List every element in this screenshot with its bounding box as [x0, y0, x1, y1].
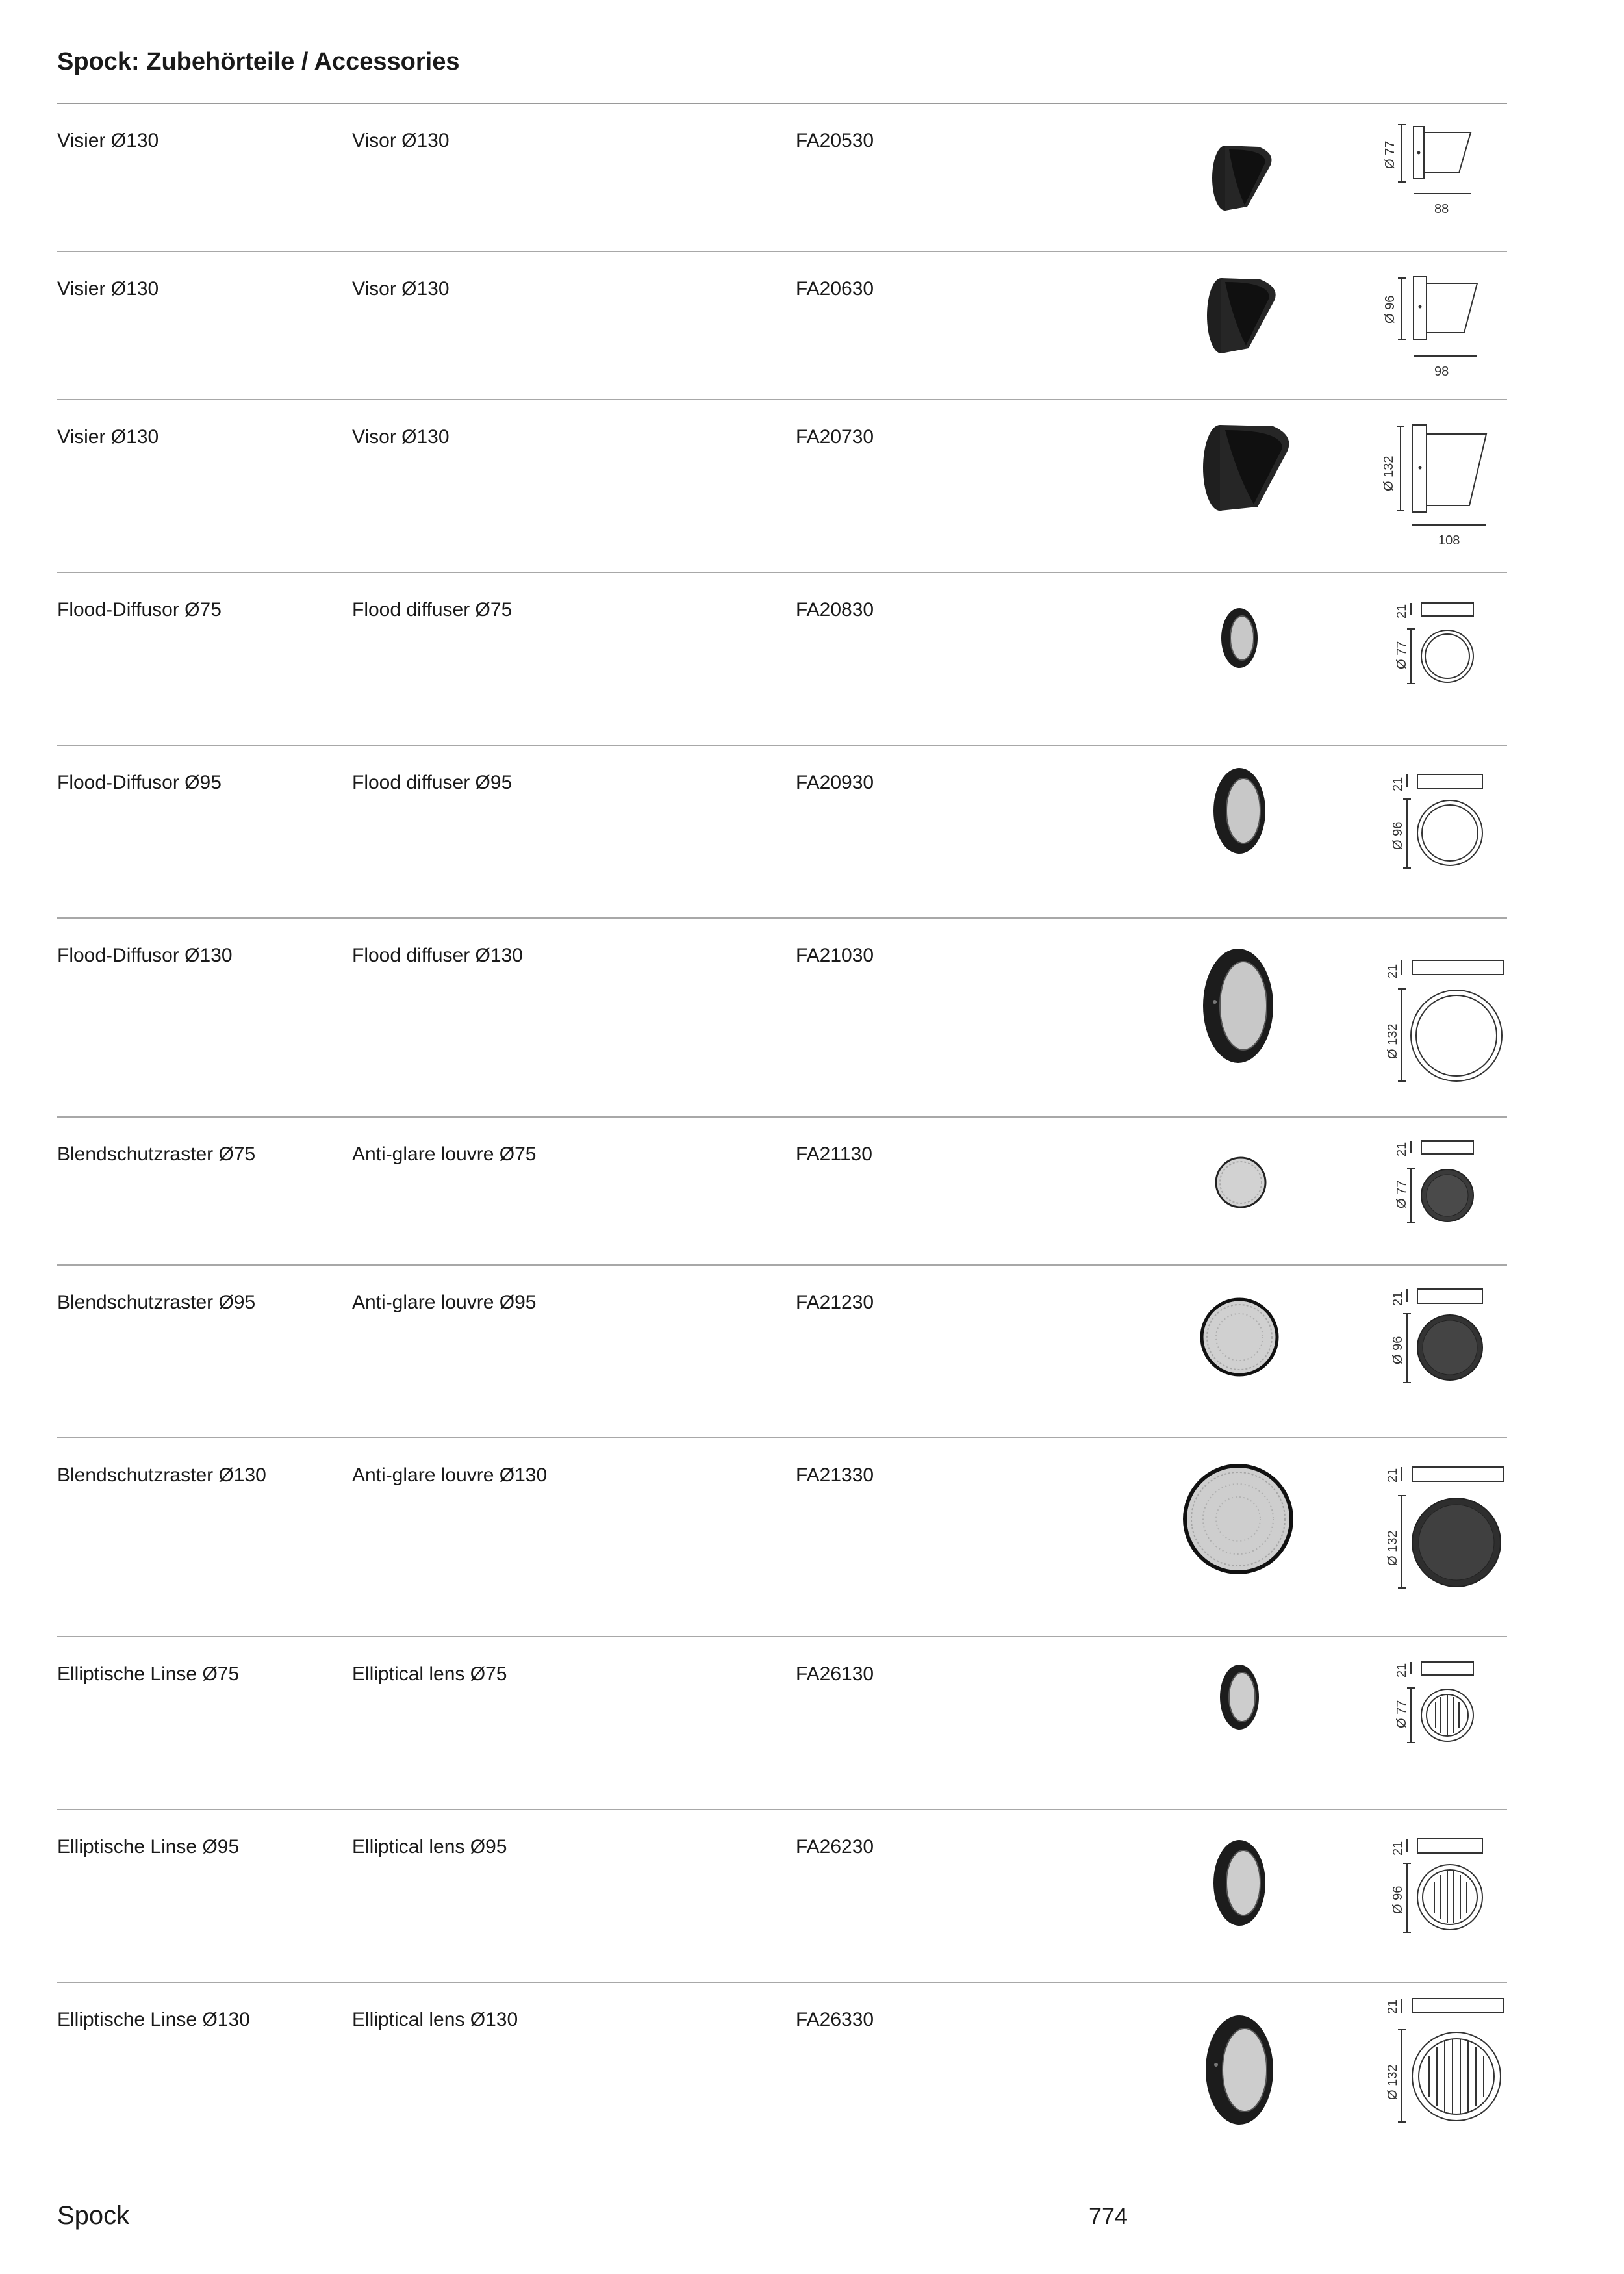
article-code: FA20630 — [796, 278, 874, 300]
length-label: 108 — [1438, 533, 1460, 548]
article-code: FA21230 — [796, 1292, 874, 1313]
diffuser-photo — [1161, 599, 1317, 677]
table-row — [57, 1983, 1507, 2171]
lens-photo — [1161, 1655, 1317, 1740]
diameter-label: Ø 132 — [1386, 1023, 1400, 1059]
height-label: 21 — [1391, 776, 1405, 791]
table-row — [57, 1438, 1507, 1637]
name-de: Visier Ø130 — [57, 130, 159, 151]
name-en: Visor Ø130 — [352, 278, 450, 300]
name-en: Elliptical lens Ø95 — [352, 1836, 507, 1858]
diameter-label: Ø 132 — [1386, 1530, 1400, 1566]
diameter-label: Ø 96 — [1383, 295, 1397, 324]
visor-drawing — [1350, 265, 1506, 389]
diffuser-drawing — [1350, 932, 1506, 1107]
lens-photo — [1161, 2013, 1317, 2130]
name-de: Flood-Diffusor Ø130 — [57, 945, 233, 966]
table-row — [57, 573, 1507, 746]
article-code: FA20530 — [796, 130, 874, 151]
article-code: FA20730 — [796, 426, 874, 448]
table-row — [57, 400, 1507, 573]
page-number: 774 — [1089, 2203, 1128, 2229]
name-en: Flood diffuser Ø130 — [352, 945, 523, 966]
visor-photo — [1161, 265, 1317, 363]
name-en: Anti-glare louvre Ø95 — [352, 1292, 537, 1313]
height-label: 21 — [1395, 1142, 1409, 1156]
name-en: Anti-glare louvre Ø130 — [352, 1464, 548, 1486]
lens-photo — [1161, 1836, 1317, 1934]
table-row — [57, 1810, 1507, 1983]
visor-photo — [1161, 123, 1317, 221]
louvre-drawing — [1350, 1273, 1506, 1423]
diffuser-drawing — [1350, 759, 1506, 908]
louvre-photo — [1161, 1285, 1317, 1389]
diameter-label: Ø 77 — [1395, 1700, 1409, 1728]
diffuser-drawing — [1350, 586, 1506, 735]
article-code: FA26330 — [796, 2009, 874, 2030]
name-en: Elliptical lens Ø130 — [352, 2009, 518, 2030]
length-label: 98 — [1434, 364, 1449, 379]
name-de: Elliptische Linse Ø95 — [57, 1836, 240, 1858]
louvre-photo — [1161, 1137, 1317, 1228]
visor-drawing — [1350, 117, 1506, 240]
name-de: Blendschutzraster Ø95 — [57, 1292, 256, 1313]
name-en: Flood diffuser Ø75 — [352, 599, 513, 620]
diffuser-photo — [1161, 764, 1317, 862]
name-de: Visier Ø130 — [57, 278, 159, 300]
name-de: Blendschutzraster Ø75 — [57, 1143, 256, 1165]
article-code: FA26130 — [796, 1663, 874, 1685]
length-label: 88 — [1434, 202, 1449, 216]
height-label: 21 — [1386, 964, 1400, 978]
table-row — [57, 919, 1507, 1118]
height-label: 21 — [1395, 1663, 1409, 1678]
name-de: Elliptische Linse Ø130 — [57, 2009, 250, 2030]
article-code: FA20830 — [796, 599, 874, 620]
diffuser-photo — [1161, 945, 1317, 1068]
article-code: FA20930 — [796, 772, 874, 793]
name-en: Visor Ø130 — [352, 426, 450, 448]
diameter-label: Ø 96 — [1391, 821, 1405, 850]
lens-drawing — [1350, 1984, 1506, 2160]
lens-drawing — [1350, 1823, 1506, 1973]
diameter-label: Ø 77 — [1395, 1180, 1409, 1208]
name-de: Flood-Diffusor Ø75 — [57, 599, 222, 620]
name-de: Blendschutzraster Ø130 — [57, 1464, 266, 1486]
louvre-drawing — [1350, 1125, 1506, 1255]
diameter-label: Ø 96 — [1391, 1336, 1405, 1364]
table-row — [57, 252, 1507, 400]
name-de: Flood-Diffusor Ø95 — [57, 772, 222, 793]
height-label: 21 — [1395, 604, 1409, 619]
article-code: FA21130 — [796, 1143, 872, 1165]
name-en: Visor Ø130 — [352, 130, 450, 151]
height-label: 21 — [1391, 1841, 1405, 1856]
name-en: Elliptical lens Ø75 — [352, 1663, 507, 1685]
footer-series: Spock — [57, 2201, 130, 2230]
visor-photo — [1161, 412, 1317, 522]
visor-drawing — [1350, 413, 1506, 563]
louvre-photo — [1161, 1458, 1317, 1581]
page-title: Spock: Zubehörteile / Accessories — [57, 48, 460, 75]
diameter-label: Ø 77 — [1395, 641, 1409, 669]
lens-drawing — [1350, 1645, 1506, 1795]
table-row — [57, 1637, 1507, 1810]
louvre-drawing — [1350, 1444, 1506, 1619]
table-row — [57, 746, 1507, 919]
diameter-label: Ø 132 — [1382, 455, 1396, 491]
diameter-label: Ø 77 — [1383, 140, 1397, 169]
name-en: Anti-glare louvre Ø75 — [352, 1143, 537, 1165]
article-code: FA21330 — [796, 1464, 874, 1486]
diameter-label: Ø 132 — [1386, 2064, 1400, 2100]
height-label: 21 — [1391, 1291, 1405, 1306]
article-code: FA21030 — [796, 945, 874, 966]
name-en: Flood diffuser Ø95 — [352, 772, 513, 793]
height-label: 21 — [1386, 1999, 1400, 2014]
table-row — [57, 1118, 1507, 1266]
height-label: 21 — [1386, 1468, 1400, 1483]
name-de: Elliptische Linse Ø75 — [57, 1663, 240, 1685]
table-row — [57, 1266, 1507, 1438]
name-de: Visier Ø130 — [57, 426, 159, 448]
diameter-label: Ø 96 — [1391, 1885, 1405, 1914]
table-row — [57, 104, 1507, 252]
article-code: FA26230 — [796, 1836, 874, 1858]
